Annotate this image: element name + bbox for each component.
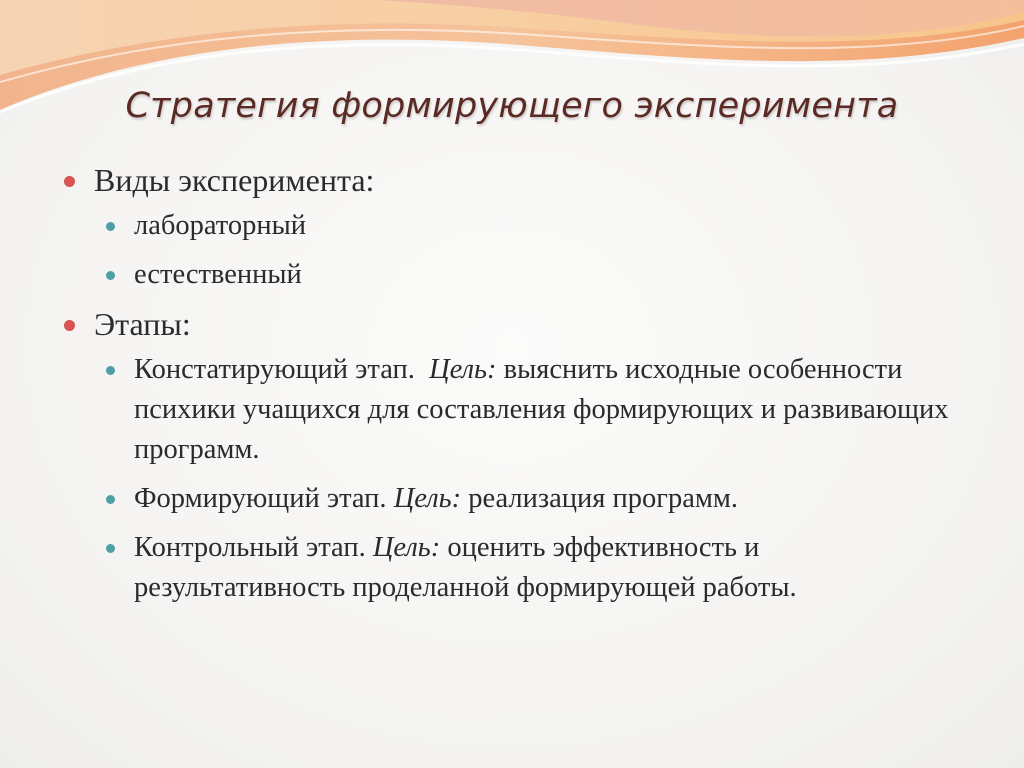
bullet-dot [106, 222, 115, 231]
bullet-dot [106, 544, 115, 553]
section-types-label: Виды эксперимента: [94, 162, 375, 198]
slide-content [64, 160, 964, 617]
section-types [64, 160, 964, 200]
section-stages-label: Этапы: [94, 306, 191, 342]
bullet-dot [106, 271, 115, 280]
bullet-dot [64, 320, 75, 331]
type-natural: естественный [134, 259, 302, 290]
stage-ascertaining [64, 350, 964, 470]
slide-title: Стратегия формирующего эксперимента [125, 86, 899, 126]
section-stages [64, 304, 964, 344]
goal-text: оценить эффективность и результативность проделанной формирующей работы. [134, 532, 797, 603]
bullet-dot [106, 366, 115, 375]
goal-label: Цель: [372, 532, 441, 563]
goal-label: Цель: [393, 483, 462, 514]
stage-name: Констатирующий этап. [134, 354, 415, 385]
list-item [64, 206, 964, 246]
goal-text: реализация программ. [468, 483, 739, 514]
stage-name: Формирующий этап. [134, 483, 387, 514]
stage-forming [64, 479, 964, 519]
goal-label: Цель: [429, 354, 497, 385]
type-laboratory: лабораторный [134, 210, 307, 241]
stage-control [64, 528, 964, 608]
bullet-dot [106, 495, 115, 504]
stage-name: Контрольный этап. [134, 532, 366, 563]
list-item [64, 255, 964, 295]
bullet-dot [64, 176, 75, 187]
goal-text: выяснить исходные особенности психики учащихся для составления формирующих и развивающих программ. [134, 354, 949, 465]
